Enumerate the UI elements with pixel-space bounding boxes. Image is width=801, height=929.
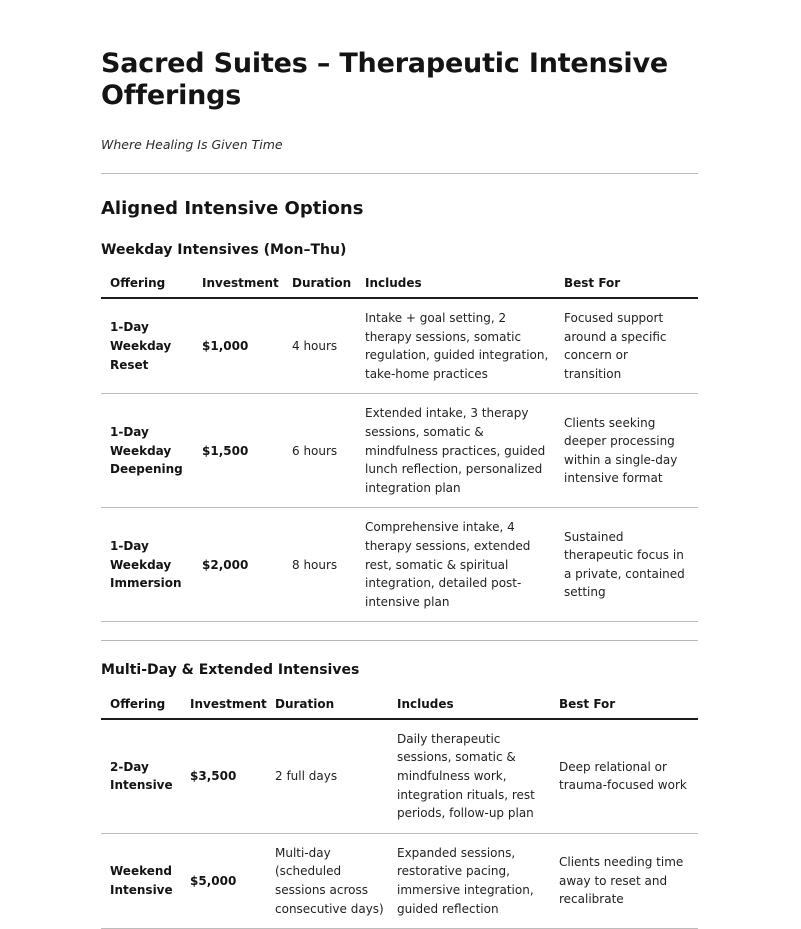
cell-includes: Comprehensive intake, 4 therapy sessions, extended rest, somatic & spiritual integration, detailed post-intensive plan xyxy=(365,508,564,622)
table-header-row xyxy=(101,276,698,298)
subsection-heading-weekday: Weekday Intensives (Mon–Thu) xyxy=(101,241,347,258)
table-header-row xyxy=(101,697,698,719)
cell-duration: 8 hours xyxy=(292,508,365,622)
column-header-investment: Investment xyxy=(190,697,275,719)
table-row xyxy=(101,833,698,928)
weekday-intensives-table xyxy=(101,276,698,622)
cell-investment: $2,000 xyxy=(202,508,292,622)
section-divider xyxy=(101,640,698,641)
column-header-includes: Includes xyxy=(397,697,559,719)
cell-offering: 1-Day Weekday Deepening xyxy=(101,394,202,508)
cell-duration: 4 hours xyxy=(292,298,365,394)
cell-duration: 6 hours xyxy=(292,394,365,508)
cell-duration: 2 full days xyxy=(275,719,397,833)
column-header-investment: Investment xyxy=(202,276,292,298)
subsection-heading-multiday: Multi-Day & Extended Intensives xyxy=(101,662,360,679)
column-header-offering: Offering xyxy=(101,697,190,719)
cell-investment: $3,500 xyxy=(190,719,275,833)
cell-duration: Multi-day (scheduled sessions across consecutive days) xyxy=(275,833,397,928)
table-row xyxy=(101,298,698,394)
table-row xyxy=(101,394,698,508)
cell-includes: Intake + goal setting, 2 therapy sessions, somatic regulation, guided integration, take-home practices xyxy=(365,298,564,394)
cell-investment: $5,000 xyxy=(190,833,275,928)
cell-bestfor: Focused support around a specific concern or transition xyxy=(564,298,698,394)
cell-bestfor: Deep relational or trauma-focused work xyxy=(559,719,698,833)
page-title: Sacred Suites – Therapeutic Intensive Offerings xyxy=(101,48,668,112)
column-header-offering: Offering xyxy=(101,276,202,298)
header-divider xyxy=(101,173,698,174)
cell-investment: $1,000 xyxy=(202,298,292,394)
cell-offering: 1-Day Weekday Reset xyxy=(101,298,202,394)
cell-investment: $1,500 xyxy=(202,394,292,508)
page-subtitle: Where Healing Is Given Time xyxy=(101,136,283,152)
cell-bestfor: Clients seeking deeper processing within a single-day intensive format xyxy=(564,394,698,508)
cell-bestfor: Sustained therapeutic focus in a private, contained setting xyxy=(564,508,698,622)
cell-offering: 1-Day Weekday Immersion xyxy=(101,508,202,622)
column-header-duration: Duration xyxy=(292,276,365,298)
cell-includes: Expanded sessions, restorative pacing, immersive integration, guided reflection xyxy=(397,833,559,928)
cell-offering: 2-Day Intensive xyxy=(101,719,190,833)
cell-bestfor: Clients needing time away to reset and recalibrate xyxy=(559,833,698,928)
column-header-bestfor: Best For xyxy=(564,276,698,298)
table-row xyxy=(101,508,698,622)
column-header-bestfor: Best For xyxy=(559,697,698,719)
multiday-intensives-table xyxy=(101,697,698,929)
cell-includes: Extended intake, 3 therapy sessions, somatic & mindfulness practices, guided lunch reflection, personalized integration plan xyxy=(365,394,564,508)
column-header-duration: Duration xyxy=(275,697,397,719)
cell-offering: Weekend Intensive xyxy=(101,833,190,928)
section-heading: Aligned Intensive Options xyxy=(101,198,364,220)
table-row xyxy=(101,719,698,833)
cell-includes: Daily therapeutic sessions, somatic & mindfulness work, integration rituals, rest periods, follow-up plan xyxy=(397,719,559,833)
column-header-includes: Includes xyxy=(365,276,564,298)
